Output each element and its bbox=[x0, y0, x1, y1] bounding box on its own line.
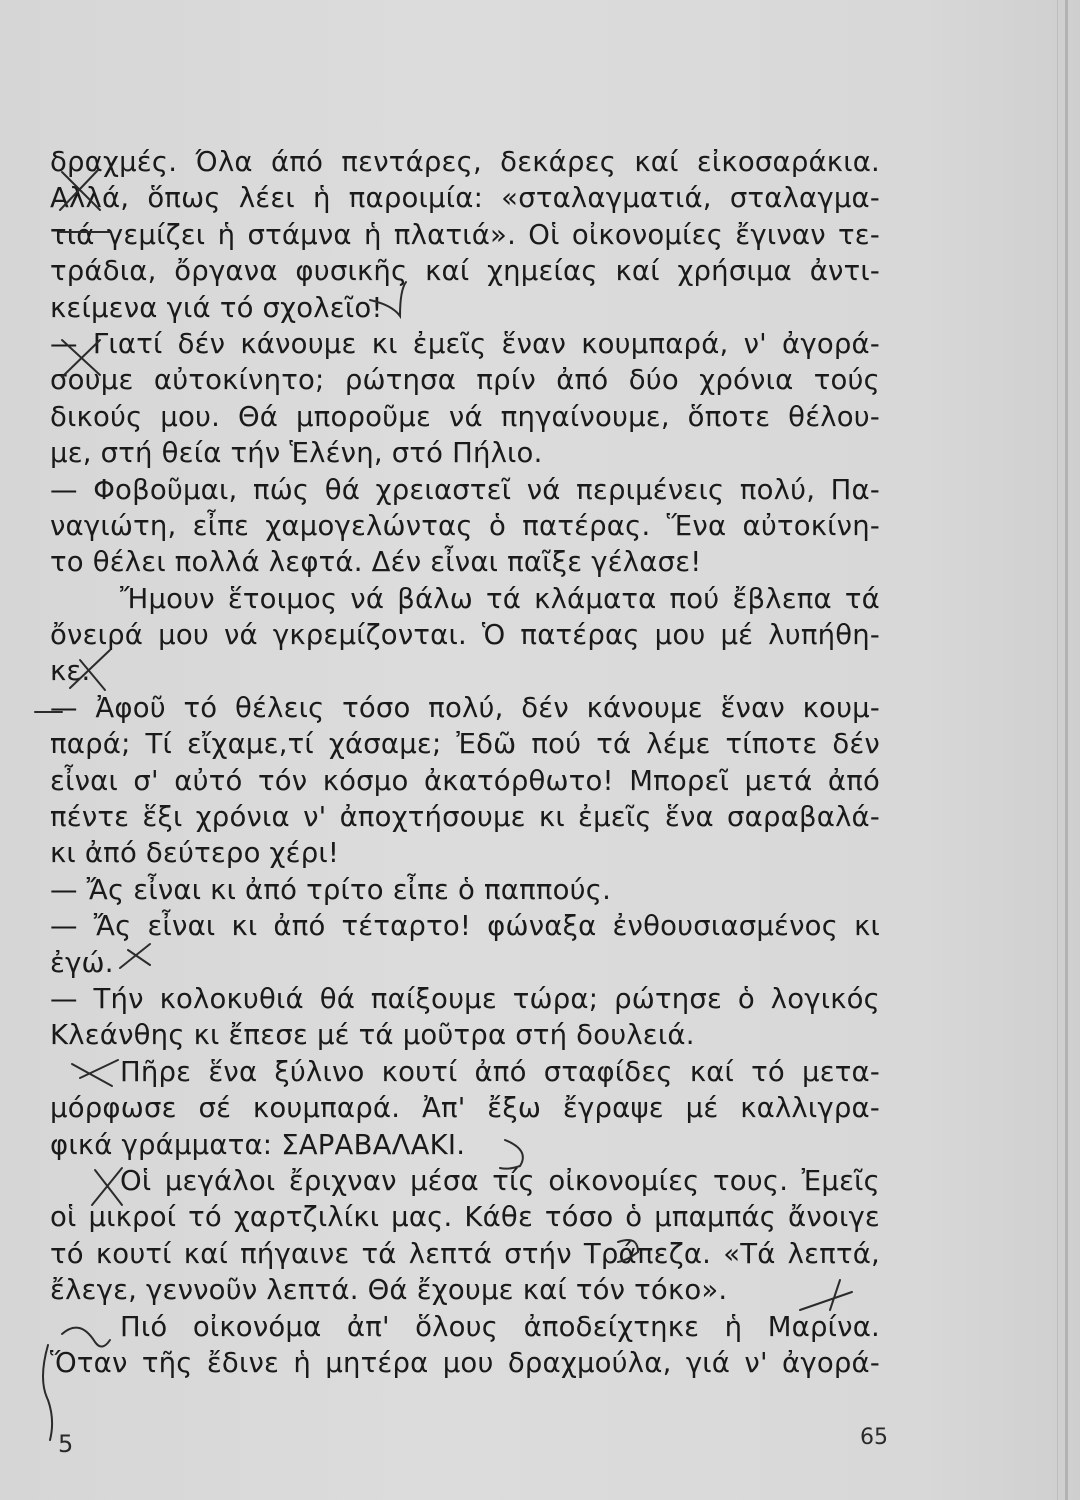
text-line: τιά γεμίζει ἡ στάμνα ἡ πλατιά». Οἱ οἰκονομίες ἔγιναν τε- bbox=[50, 218, 880, 251]
text-line: με, στή θεία τήν Ἑλένη, στό Πήλιο. bbox=[50, 437, 543, 470]
text-line: — Ἄς εἶναι κι ἀπό τρίτο εἶπε ὁ παππούς. bbox=[50, 873, 612, 906]
text-line: κι ἀπό δεύτερο χέρι! bbox=[50, 837, 340, 870]
text-line: — Ἀφοῦ τό θέλεις τόσο πολύ, δέν κάνουμε ἕναν κουμ- bbox=[50, 691, 880, 724]
text-line: Ὅταν τῆς ἔδινε ἡ μητέρα μου δραχμούλα, γιά ν' ἀγορά- bbox=[50, 1346, 880, 1379]
text-line: πέντε ἕξι χρόνια ν' ἀποχτήσουμε κι ἐμεῖς ἕνα σαραβαλά- bbox=[50, 801, 880, 834]
text-line: Ἤμουν ἕτοιμος νά βάλω τά κλάματα πού ἔβλεπα τά bbox=[120, 582, 880, 615]
text-line: μόρφωσε σέ κουμπαρά. Ἀπ' ἔξω ἔγραψε μέ καλλιγρα- bbox=[50, 1092, 880, 1125]
page-edge-shadow bbox=[1065, 0, 1068, 1500]
text-line: κε. bbox=[50, 655, 91, 688]
text-line: σουμε αὐτοκίνητο; ρώτησα πρίν ἀπό δύο χρόνια τούς bbox=[50, 364, 880, 397]
text-line: ἔλεγε, γεννοῦν λεπτά. Θά ἔχουμε καί τόν τόκο». bbox=[50, 1274, 728, 1307]
text-line: τό κουτί καί πήγαινε τά λεπτά στήν Τράπεζα. «Τά λεπτά, bbox=[50, 1237, 880, 1270]
text-line: εἶναι σ' αὐτό τόν κόσμο ἀκατόρθωτο! Μπορεῖ μετά ἀπό bbox=[50, 764, 880, 797]
text-line: Κλεάνθης κι ἔπεσε μέ τά μοῦτρα στή δουλειά. bbox=[50, 1019, 695, 1052]
text-line: Πιό οἰκονόμα ἀπ' ὅλους ἀποδείχτηκε ἡ Μαρίνα. bbox=[120, 1310, 880, 1343]
text-line: παρά; Τί εἴχαμε,τί χάσαμε; Ἐδῶ πού τά λέμε τίποτε δέν bbox=[50, 728, 880, 761]
text-line: Αλλά, ὅπως λέει ἡ παροιμία: «σταλαγματιά, σταλαγμα- bbox=[50, 182, 880, 215]
text-line: δικούς μου. Θά μποροῦμε νά πηγαίνουμε, ὅποτε θέλου- bbox=[50, 400, 880, 433]
text-line: τράδια, ὄργανα φυσικῆς καί χημείας καί χρήσιμα ἀντι- bbox=[50, 255, 880, 288]
margin-number: 5 bbox=[58, 1430, 74, 1458]
text-line: οἱ μικροί τό χαρτζιλίκι μας. Κάθε τόσο ὁ μπαμπάς ἄνοιγε bbox=[50, 1201, 880, 1234]
text-line: ὄνειρά μου νά γκρεμίζονται. Ὁ πατέρας μου μέ λυπήθη- bbox=[50, 619, 880, 652]
text-line: — Τήν κολοκυθιά θά παίξουμε τώρα; ρώτησε ὁ λογικός bbox=[50, 982, 880, 1015]
text-line: ἐγώ. bbox=[50, 946, 114, 979]
text-line: Οἱ μεγάλοι ἔριχναν μέσα τίς οἰκονομίες τους. Ἐμεῖς bbox=[120, 1164, 880, 1197]
text-line: ναγιώτη, εἶπε χαμογελώντας ὁ πατέρας. Ἕνα αὐτοκίνη- bbox=[50, 509, 880, 542]
text-line: Πῆρε ἕνα ξύλινο κουτί ἀπό σταφίδες καί τό μετα- bbox=[120, 1055, 880, 1088]
body-text bbox=[50, 144, 880, 1381]
text-line: φικά γράμματα: ΣΑΡΑΒΑΛΑΚΙ. bbox=[50, 1128, 466, 1161]
text-line: — Ἄς εἶναι κι ἀπό τέταρτο! φώναξα ἐνθουσιασμένος κι bbox=[50, 910, 880, 943]
text-line: — Φοβοῦμαι, πώς θά χρειαστεῖ νά περιμένεις πολύ, Πα- bbox=[50, 473, 880, 506]
page-edge-line bbox=[1057, 0, 1058, 1500]
text-line: κείμενα γιά τό σχολεῖο! bbox=[50, 291, 383, 324]
text-line: δραχμές. Όλα άπό πεντάρες, δεκάρες καί εἰκοσαράκια. bbox=[50, 146, 880, 178]
text-line: το θέλει πολλά λεφτά. Δέν εἶναι παῖξε γέλασε! bbox=[50, 546, 702, 579]
text-line: — Γιατί δέν κάνουμε κι ἐμεῖς ἕναν κουμπαρά, ν' ἀγορά- bbox=[50, 327, 880, 360]
page-number: 65 bbox=[860, 1425, 888, 1450]
